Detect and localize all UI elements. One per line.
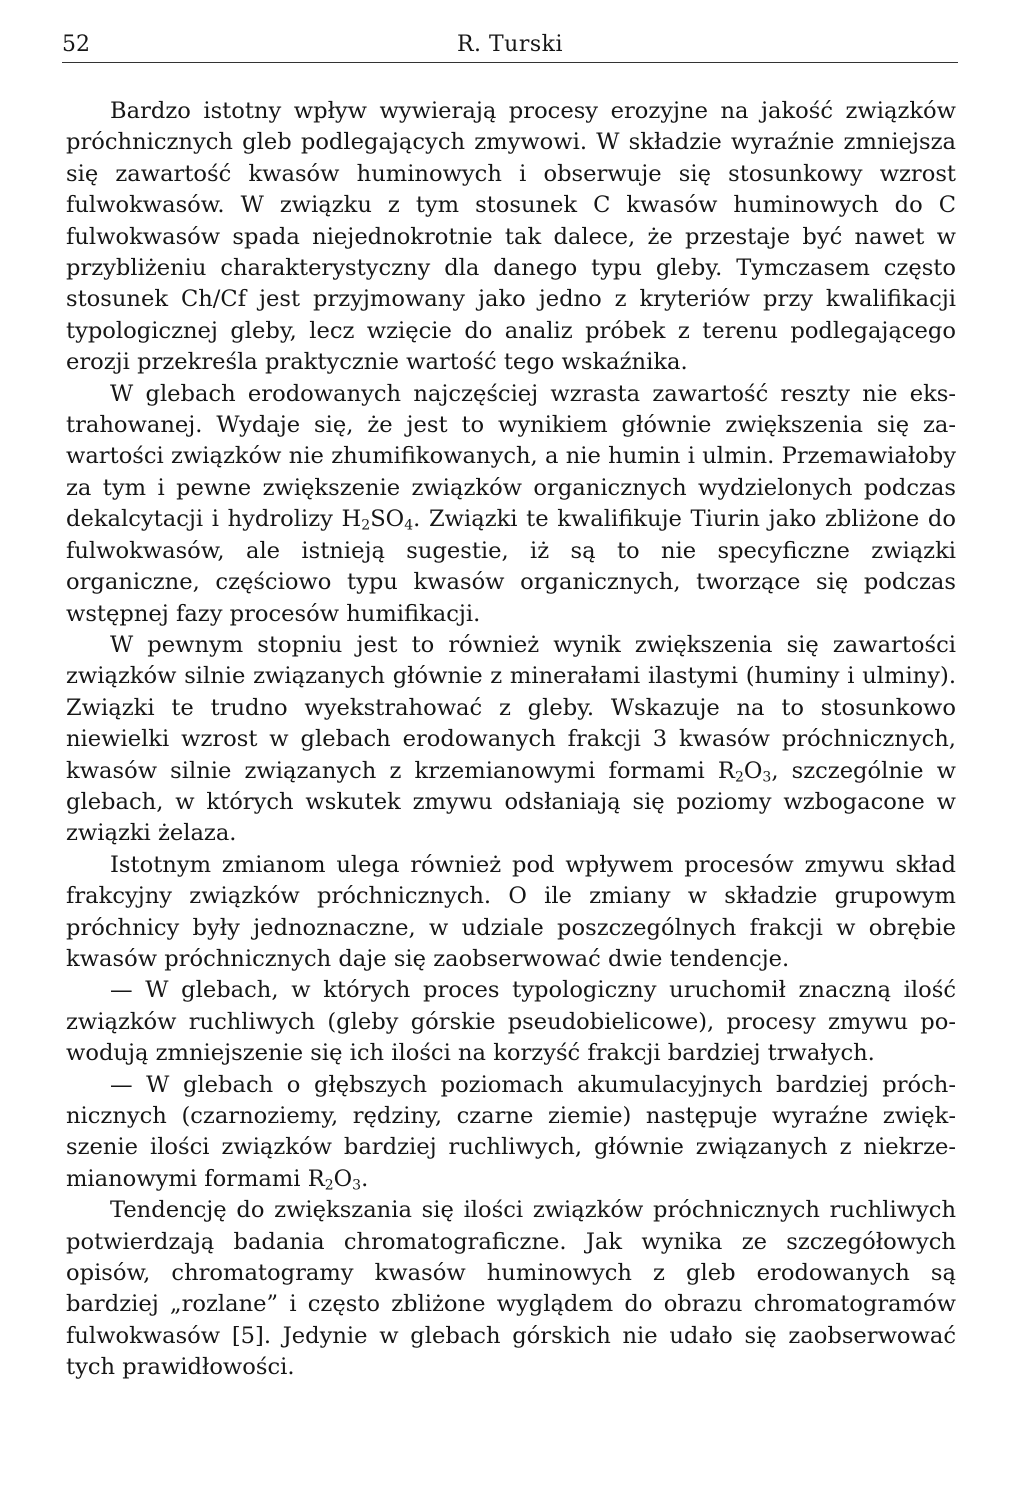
paragraph-mineral-bound: [66, 630, 956, 850]
formula-subscript: 2: [361, 517, 371, 534]
paragraph-text: — W glebach o głębszych poziomach akumulacyjnych bardziej próchnicznych (czarnoziemy, rędziny, czarne ziemie) następuje wyraźne zwiększenie ilości związków bardziej ruchliwych, głównie związanych z niekrzemianowymi formami: [66, 1071, 956, 1192]
paragraph-text: W pewnym stopniu jest to również wynik zwiększenia się zawartości związków silnie związanych głównie z minerałami ilastymi (huminy i ulminy). Związki te trudno wyekstrahować z gleby. Wskazuje na to stosunkowo niewielki wzrost w glebach erodowanych frakcji 3 kwasów próchnicznych, kwasów silnie związanych z krzemianowymi formami: [66, 631, 956, 784]
paragraph-text: — W glebach, w których proces typologiczny uruchomił znaczną ilość związków ruchliwych (gleby górskie pseudobielicowe), procesy zmywu powodują zmniejszenie się ich ilości na korzyść frakcji bardziej trwałych.: [66, 977, 956, 1067]
paragraph-text: . Związki te kwalifikuje Tiurin jako zbliżone do fulwokwasów, ale istnieją sugestie, iż są to nie specyficzne związki organiczne, częściowo typu kwasów organicznych, tworzące się podczas wstępnej fazy procesów humifikacji.: [66, 506, 956, 627]
paragraph-residue: [66, 379, 956, 630]
paragraph-text: Bardzo istotny wpływ wywierają procesy erozyjne na jakość związków próchnicznych gleb podlegających zmywowi. W składzie wyraźnie zmniejsza się zawartość kwasów huminowych i obserwuje się stosunkowy wzrost fulwokwasów. W związku z tym stosunek C kwasów huminowych do C fulwokwasów spada niejednokrotnie tak dalece, że przestaje być nawet w przybliżeniu charakterystyczny dla danego typu gleby. Tymczasem często stosunek Ch/Cf jest przyjmowany jako jedno z kryteriów przy kwalifikacji typologicznej gleby, lecz wzięcie do analiz próbek z terenu podlegającego erozji przekreśla praktycznie wartość tego wskaźnika.: [66, 98, 956, 376]
paragraph-text: , szczególnie w glebach, w których wskutek zmywu odsłaniają się poziomy wzbogacone w związki żelaza.: [66, 757, 956, 847]
paragraph-fractional-composition: [66, 850, 956, 976]
formula-subscript: 3: [352, 1177, 362, 1194]
paragraph-text: W glebach erodowanych najczęściej wzrasta zawartość reszty nie ekstrahowanej. Wydaje się, że jest to wynikiem głównie zwiększenia się zawartości związków nie zhumifikowanych, a nie humin i ulmin. Przemawiałoby za tym i pewne zwiększenie związków organicznych wydzielonych podczas dekalcytacji i hydrolizy: [66, 380, 956, 533]
paragraph-text: Istotnym zmianom ulega również pod wpływem procesów zmywu skład frakcyjny związków próchnicznych. O ile zmiany w składzie grupowym próchnicy były jednoznaczne, w udziale poszczególnych frakcji w obrębie kwasów próchnicznych daje się zaobserwować dwie tendencje.: [66, 851, 956, 972]
paragraph-erosion-effects: [66, 96, 956, 379]
formula-subscript: 2: [734, 769, 744, 786]
paragraph-tendency-two: [66, 1070, 956, 1196]
formula-subscript: 4: [404, 517, 414, 534]
paragraph-tendency-one: [66, 975, 956, 1069]
formula-part: H: [341, 506, 362, 533]
formula-part: R: [307, 1165, 325, 1192]
formula-r2o3: [718, 758, 771, 784]
formula-part: O: [743, 757, 763, 784]
paragraph-text: .: [361, 1165, 369, 1192]
formula-subscript: 3: [762, 769, 772, 786]
formula-part: SO: [370, 506, 405, 533]
formula-part: R: [717, 757, 735, 784]
paragraph-chromatography: [66, 1195, 956, 1383]
page-header: [62, 26, 958, 63]
formula-subscript: 2: [324, 1177, 334, 1194]
formula-r2o3: [308, 1166, 361, 1192]
running-head-author: R. Turski: [456, 32, 564, 57]
article-body: [66, 96, 956, 1384]
formula-h2so4: [342, 506, 414, 532]
page-number: 52: [62, 32, 90, 57]
formula-part: O: [333, 1165, 353, 1192]
paragraph-text: Tendencję do zwiększania się ilości związków próchnicznych ruchliwych potwierdzają badania chromatograficzne. Jak wynika ze szczegółowych opisów, chromatogramy kwasów huminowych z gleb erodowanych są bardziej „rozlane” i często zbliżone wyglądem do obrazu chromatogramów fulwokwasów [5]. Jedynie w glebach górskich nie udało się zaobserwować tych prawidłowości.: [66, 1197, 956, 1381]
